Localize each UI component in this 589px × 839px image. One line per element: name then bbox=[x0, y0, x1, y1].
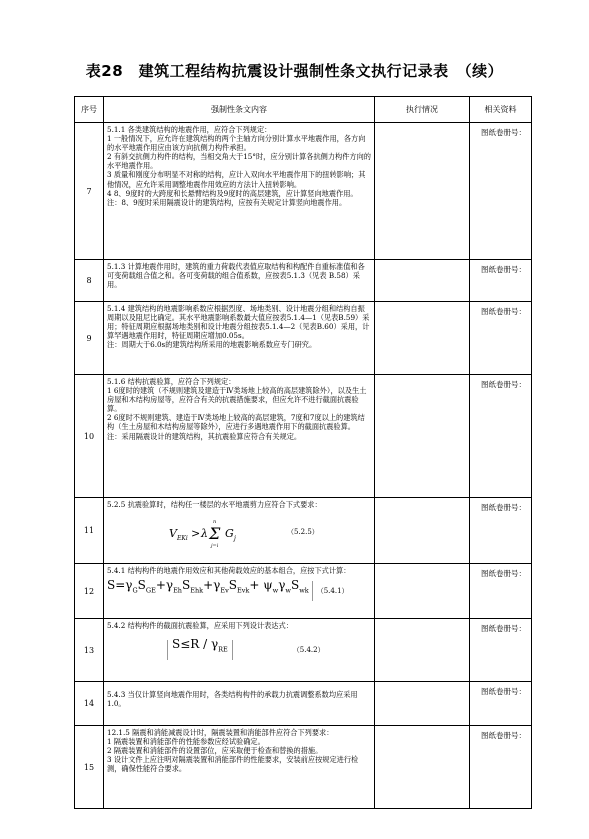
row-number: 11 bbox=[75, 498, 104, 564]
table-row bbox=[75, 682, 532, 726]
table-row bbox=[75, 260, 532, 302]
formula bbox=[107, 515, 371, 549]
reference-cell: 图纸卷册号： bbox=[470, 260, 532, 302]
execution-cell[interactable] bbox=[375, 375, 470, 498]
row-content bbox=[104, 726, 375, 809]
execution-cell[interactable] bbox=[375, 260, 470, 302]
reference-cell: 图纸卷册号： bbox=[470, 375, 532, 498]
clause-text: 5.1.6 结构抗震验算，应符合下列规定： 1 6度时的建筑（不规则建筑及建造于Ⅳ类场地上较高的高层建筑除外），以及生土房屋和木结构房屋等，应符合有关的抗震措施要求，但应允许不进行截面抗震验算。 2 6度时不规则建筑、建造于Ⅳ类场地上较高的高层建筑，7度和7度以上的建筑结构（生土房屋和木结构房屋等除外），应进行多遇地震作用下的截面抗震验算。 注：采用隔震设计的建筑结构，其抗震验算应符合有关规定。 bbox=[107, 377, 367, 441]
row-number: 9 bbox=[75, 302, 104, 375]
formula-expression: $S\le R / \gamma_{RE}$ bbox=[167, 640, 233, 660]
svg-text:>: > bbox=[191, 527, 201, 541]
svg-text:EKi: EKi bbox=[177, 535, 188, 543]
svg-text:j=i: j=i bbox=[211, 543, 219, 550]
table-row bbox=[75, 619, 532, 682]
formula-number: （5.4.1） bbox=[316, 586, 349, 595]
header-no: 序号 bbox=[75, 97, 104, 123]
header-content: 强制性条文内容 bbox=[104, 97, 375, 123]
table-header-row bbox=[75, 97, 532, 123]
table-row bbox=[75, 123, 532, 260]
row-number: 12 bbox=[75, 564, 104, 619]
execution-cell[interactable] bbox=[375, 564, 470, 619]
clause-text: 12.1.5 隔震和消能减震设计时，隔震装置和消能部件应符合下列要求： 1 隔震装置和消能部件的性能参数应经试验确定。 2 隔震装置和消能部件的设置部位，应采取便于检查和替换的措施。 3 设计文件上应注明对隔震装置和消能部件的性能要求，安装前应按规定进行检测，确保性能符合要求。 bbox=[107, 728, 359, 774]
reference-cell: 图纸卷册号： bbox=[470, 498, 532, 564]
row-content bbox=[104, 498, 375, 564]
row-number: 7 bbox=[75, 123, 104, 260]
clause-text: 5.1.3 计算地震作用时，建筑的重力荷载代表值应取结构和构配件自重标准值和各可变荷载组合值之和。各可变荷载的组合值系数，应按表5.1.3（见表 B.58）采用。 bbox=[107, 262, 365, 290]
row-content bbox=[104, 260, 375, 302]
row-content bbox=[104, 375, 375, 498]
page-title: 表28 建筑工程结构抗震设计强制性条文执行记录表 （续） bbox=[85, 62, 504, 80]
row-number: 8 bbox=[75, 260, 104, 302]
clause-text: 5.1.1 各类建筑结构的地震作用，应符合下列规定： 1 一般情况下，应允许在建筑结构的两个主轴方向分别计算水平地震作用，各方向的水平地震作用应由该方向抗侧力构件承担。 2 有斜交抗侧力构件的结构，当相交角大于15°时，应分别计算各抗侧力构件方向的水平地震作用。 3 质量和刚度分布明显不对称的结构，应计入双向水平地震作用下的扭转影响；其他情况，应允许采用调整地震作用效应的方法计入扭转影响。 4 8、9度时的大跨度和长悬臂结构及9度时的高层建筑，应计算竖向地震作用。 注：8、9度时采用隔震设计的建筑结构，应按有关规定计算竖向地震作用。 bbox=[107, 125, 371, 207]
formula-expression bbox=[169, 515, 259, 549]
execution-cell[interactable] bbox=[375, 726, 470, 809]
clause-text: 5.4.3 当仅计算竖向地震作用时，各类结构构件的承载力抗震调整系数均应采用1.0。 bbox=[107, 690, 358, 709]
formula-number: （5.4.2） bbox=[292, 645, 325, 654]
header-execution: 执行情况 bbox=[375, 97, 470, 123]
table-row bbox=[75, 498, 532, 564]
clause-text: 5.1.4 建筑结构的地震影响系数应根据烈度、场地类别、设计地震分组和结构自振周期以及阻尼比确定。其水平地震影响系数最大值应按表5.1.4—1（见表B.59）采用；特征周期应根据场地类别和设计地震分组按表5.1.4—2（见表B.60）采用，计算罕遇地震作用时，特征周期应增加0.05s。 注：周期大于6.0s的建筑结构所采用的地震影响系数应专门研究。 bbox=[107, 304, 370, 350]
svg-text:j: j bbox=[234, 535, 236, 543]
clause-text: 5.4.2 结构构件的截面抗震验算，应采用下列设计表达式： bbox=[107, 621, 293, 630]
reference-cell: 图纸卷册号： bbox=[470, 619, 532, 682]
execution-cell[interactable] bbox=[375, 302, 470, 375]
row-content bbox=[104, 564, 375, 619]
formula-expression: $S=\gamma_GS_{GE}+\gamma_{Eh}S_{Ehk}+\gamma_{Ev}S_{Evk}+ \psi_w\gamma_wS_{wk}$ bbox=[107, 581, 313, 601]
clause-text: 5.2.5 抗震验算时，结构任一楼层的水平地震剪力应符合下式要求： bbox=[107, 500, 322, 509]
reference-cell: 图纸卷册号： bbox=[470, 726, 532, 809]
svg-text:V: V bbox=[169, 527, 177, 541]
row-content bbox=[104, 302, 375, 375]
formula bbox=[107, 637, 371, 660]
row-number: 13 bbox=[75, 619, 104, 682]
header-reference: 相关资料 bbox=[470, 97, 532, 123]
svg-text:G: G bbox=[225, 527, 234, 541]
reference-cell: 图纸卷册号： bbox=[470, 564, 532, 619]
formula-number: （5.2.5） bbox=[287, 527, 319, 536]
record-table bbox=[74, 96, 532, 809]
row-content bbox=[104, 123, 375, 260]
execution-cell[interactable] bbox=[375, 682, 470, 726]
row-number: 15 bbox=[75, 726, 104, 809]
reference-cell: 图纸卷册号： bbox=[470, 123, 532, 260]
clause-text: 5.4.1 结构构件的地震作用效应和其他荷载效应的基本组合，应按下式计算： bbox=[107, 566, 351, 575]
reference-cell: 图纸卷册号： bbox=[470, 302, 532, 375]
table-row bbox=[75, 375, 532, 498]
svg-text:Σ: Σ bbox=[209, 524, 221, 544]
formula-image bbox=[169, 515, 259, 549]
formula bbox=[107, 578, 371, 601]
reference-cell: 图纸卷册号： bbox=[470, 682, 532, 726]
execution-cell[interactable] bbox=[375, 619, 470, 682]
table-row bbox=[75, 302, 532, 375]
execution-cell[interactable] bbox=[375, 123, 470, 260]
table-row bbox=[75, 564, 532, 619]
row-number: 14 bbox=[75, 682, 104, 726]
row-number: 10 bbox=[75, 375, 104, 498]
svg-text:λ: λ bbox=[201, 527, 208, 541]
table-row bbox=[75, 726, 532, 809]
row-content bbox=[104, 619, 375, 682]
execution-cell[interactable] bbox=[375, 498, 470, 564]
svg-text:n: n bbox=[213, 519, 217, 526]
row-content bbox=[104, 682, 375, 726]
